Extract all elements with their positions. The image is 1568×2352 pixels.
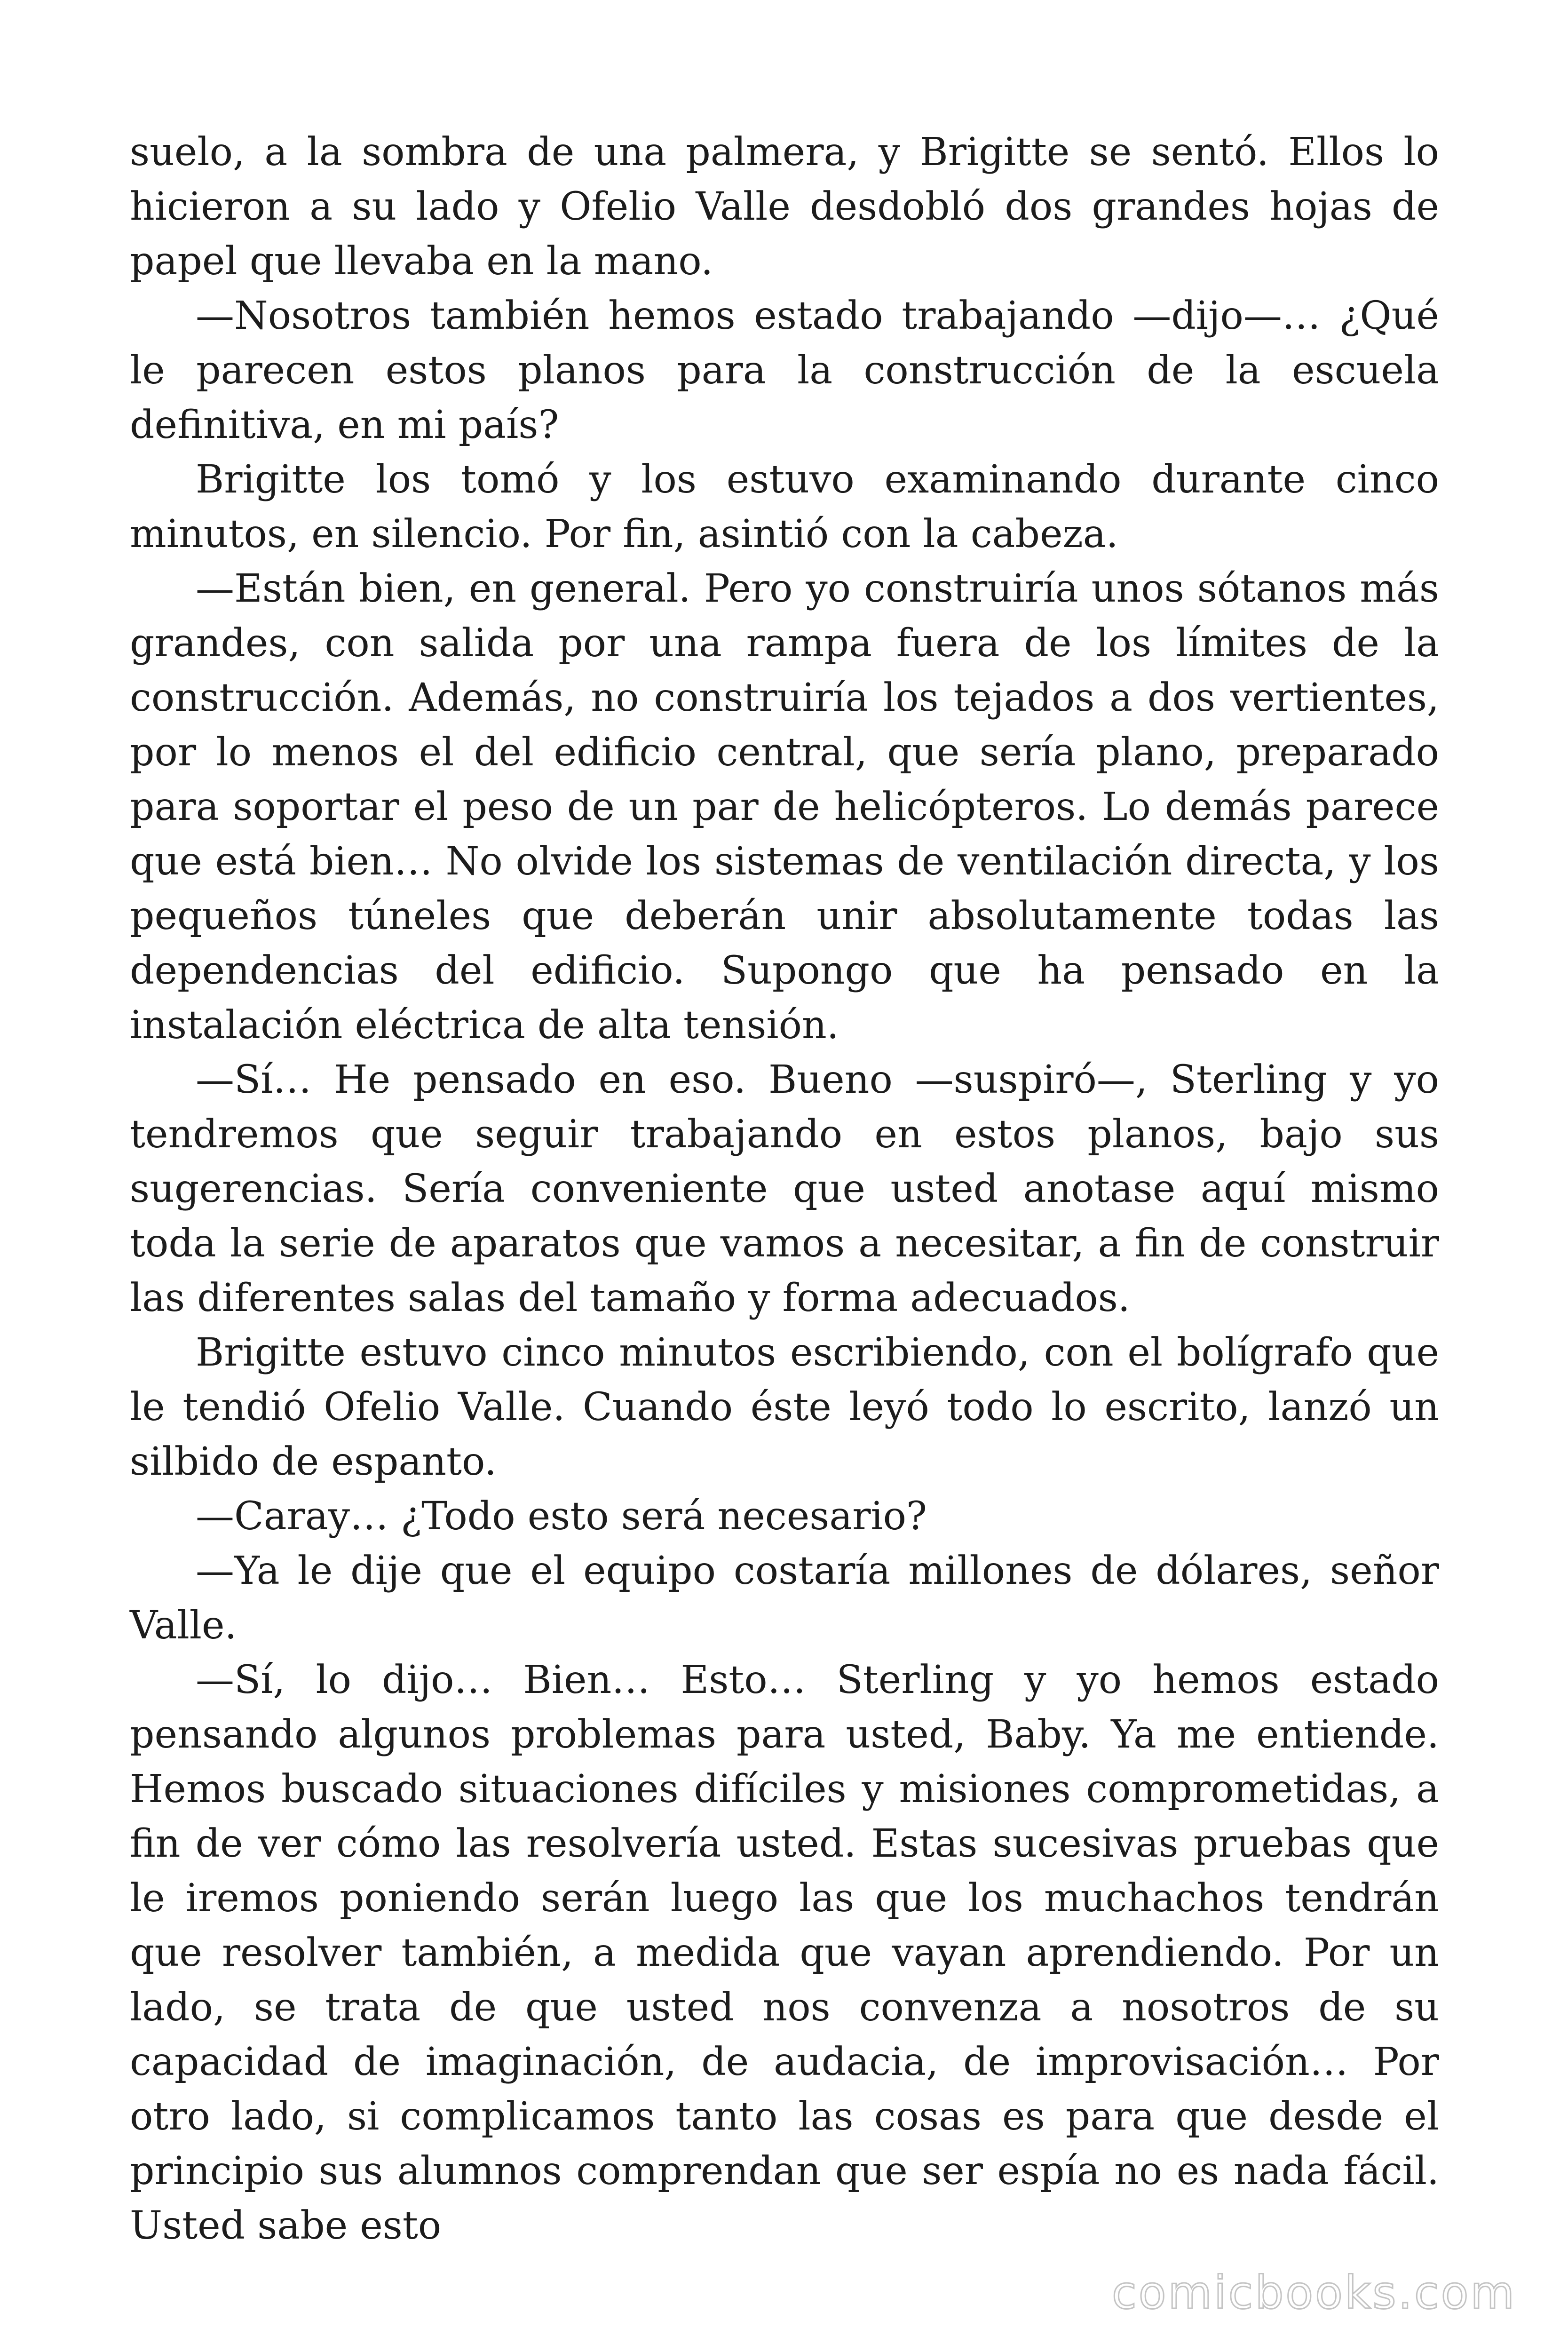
paragraph: —Nosotros también hemos estado trabajando —dijo—… ¿Qué le parecen estos planos para la construcción de la escuela definitiva, en mi país? <box>130 294 1439 447</box>
book-page-text <box>130 125 1439 2253</box>
paragraph: suelo, a la sombra de una palmera, y Brigitte se sentó. Ellos lo hicieron a su lado y Ofelio Valle desdobló dos grandes hojas de papel que llevaba en la mano. <box>130 130 1439 284</box>
paragraph: Brigitte estuvo cinco minutos escribiendo, con el bolígrafo que le tendió Ofelio Valle. Cuando éste leyó todo lo escrito, lanzó un silbido de espanto. <box>130 1330 1439 1484</box>
paragraph: —Están bien, en general. Pero yo construiría unos sótanos más grandes, con salida por una rampa fuera de los límites de la construcción. Además, no construiría los tejados a dos vertientes, por lo menos el del edificio central, que sería plano, preparado para soportar el peso de un par de helicópteros. Lo demás parece que está bien… No olvide los sistemas de ventilación directa, y los pequeños túneles que deberán unir absolutamente todas las dependencias del edificio. Supongo que ha pensado en la instalación eléctrica de alta tensión. <box>130 566 1439 1048</box>
paragraph: Brigitte los tomó y los estuvo examinando durante cinco minutos, en silencio. Por fin, asintió con la cabeza. <box>130 457 1439 556</box>
paragraph: —Ya le dije que el equipo costaría millones de dólares, señor Valle. <box>130 1549 1439 1648</box>
paragraph: —Caray… ¿Todo esto será necesario? <box>196 1494 927 1539</box>
paragraph: —Sí, lo dijo… Bien… Esto… Sterling y yo hemos estado pensando algunos problemas para usted, Baby. Ya me entiende. Hemos buscado situaciones difíciles y misiones comprometidas, a fin de ver cómo las resolvería usted. Estas sucesivas pruebas que le iremos poniendo serán luego las que los muchachos tendrán que resolver también, a medida que vayan aprendiendo. Por un lado, se trata de que usted nos convenza a nosotros de su capacidad de imaginación, de audacia, de improvisación… Por otro lado, si complicamos tanto las cosas es para que desde el principio sus alumnos comprendan que ser espía no es nada fácil. Usted sabe esto <box>130 1658 1439 2248</box>
watermark: comicbooks.com <box>1111 2266 1516 2319</box>
paragraph: —Sí… He pensado en eso. Bueno —suspiró—, Sterling y yo tendremos que seguir trabajando en estos planos, bajo sus sugerencias. Sería conveniente que usted anotase aquí mismo toda la serie de aparatos que vamos a necesitar, a fin de construir las diferentes salas del tamaño y forma adecuados. <box>130 1057 1439 1320</box>
